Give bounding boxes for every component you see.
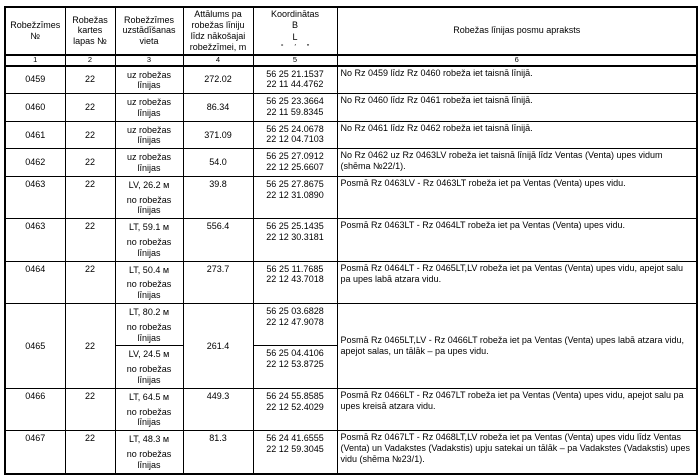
- cell-coordinates: [253, 176, 337, 218]
- column-number-row: [5, 55, 697, 66]
- cell-place: [115, 219, 183, 261]
- cell-description: No Rz 0461 līdz Rz 0462 robeža iet taisnā līnijā.: [337, 121, 697, 149]
- cell-distance: 81.3: [183, 431, 253, 474]
- place-line: uz robežas: [126, 152, 172, 163]
- place-line: LT, 50.4 м: [128, 264, 170, 275]
- cell-place: [115, 176, 183, 218]
- cell-description: Posmā Rz 0464LT - Rz 0465LT,LV robeža iet pa Ventas (Venta) upes vidu, apejot salu pa upes labā atzara vidu.: [337, 261, 697, 303]
- cell-description: Posmā Rz 0463LT - Rz 0464LT robeža iet pa Ventas (Venta) upes vidu.: [337, 219, 697, 261]
- cell-coordinates: [253, 149, 337, 177]
- coordinate-l: 22 11 44.4762: [266, 79, 324, 90]
- cell-mark-id: 0461: [5, 121, 65, 149]
- cell-map-sheet: 22: [65, 431, 115, 474]
- cell-mark-id: 0465: [5, 304, 65, 389]
- cell-distance: 86.34: [183, 94, 253, 122]
- cell-mark-id: 0462: [5, 149, 65, 177]
- place-line: no robežas: [126, 449, 172, 460]
- border-marks-table: [4, 6, 698, 475]
- cell-place: [115, 304, 183, 346]
- coordinate-b: 56 25 21.1537: [266, 68, 324, 79]
- cell-map-sheet: 22: [65, 94, 115, 122]
- cell-place: [115, 149, 183, 177]
- cell-distance: 371.09: [183, 121, 253, 149]
- place-line: līnijas: [137, 135, 161, 146]
- table-row: [5, 94, 697, 122]
- cell-description: No Rz 0460 līdz Rz 0461 robeža iet taisnā līnijā.: [337, 94, 697, 122]
- coordinate-b: 56 25 27.8675: [266, 178, 324, 189]
- cell-coordinates: [253, 94, 337, 122]
- coordinate-l: 22 12 59.3045: [266, 444, 324, 455]
- cell-mark-id: 0464: [5, 261, 65, 303]
- column-number: 6: [337, 55, 697, 66]
- cell-coordinates: [253, 346, 337, 388]
- cell-coordinates: [253, 66, 337, 94]
- place-line: no robežas: [126, 194, 172, 205]
- coordinate-b: 56 25 25.1435: [266, 221, 324, 232]
- place-line: no robežas: [126, 321, 172, 332]
- cell-mark-id: 0463: [5, 219, 65, 261]
- place-line: uz robežas: [126, 97, 172, 108]
- cell-coordinates: [253, 431, 337, 474]
- column-number: 2: [65, 55, 115, 66]
- cell-distance: 261.4: [183, 304, 253, 389]
- cell-map-sheet: 22: [65, 66, 115, 94]
- place-line: no robežas: [126, 364, 172, 375]
- coordinate-l: 22 12 30.3181: [266, 232, 324, 243]
- cell-coordinates: [253, 219, 337, 261]
- coordinate-b: 56 25 11.7685: [266, 263, 324, 274]
- table-row: [5, 304, 697, 346]
- place-line: līnijas: [137, 459, 161, 470]
- cell-place: [115, 346, 183, 388]
- place-line: līnijas: [137, 247, 161, 258]
- coordinate-b: 56 25 03.6828: [266, 306, 324, 317]
- col-header-coordinates: [253, 7, 337, 55]
- col-header-mark-no: Robežzīmes №: [5, 7, 65, 55]
- place-line: līnijas: [137, 107, 161, 118]
- cell-map-sheet: 22: [65, 261, 115, 303]
- column-number: 4: [183, 55, 253, 66]
- column-number: 1: [5, 55, 65, 66]
- coordinates-l-label: L: [292, 31, 298, 42]
- coordinate-b: 56 24 41.6555: [266, 433, 324, 444]
- place-line: līnijas: [137, 332, 161, 343]
- table-row: [5, 388, 697, 430]
- coordinate-b: 56 25 27.0912: [266, 151, 324, 162]
- col-header-description: Robežas līnijas posmu apraksts: [337, 7, 697, 55]
- cell-place: [115, 66, 183, 94]
- coordinate-l: 22 11 59.8345: [266, 106, 324, 117]
- coordinate-l: 22 12 25.6607: [266, 162, 324, 173]
- cell-description: Posmā Rz 0467LT - Rz 0468LT,LV robeža iet pa Ventas (Venta) upes vidu līdz Ventas (Venta) un Vadakstes (Vadakstis) upju satekai un tālāk – pa Vadakstes (Vadakstis) upes vidu (shēma №23/1).: [337, 431, 697, 474]
- place-line: LT, 80.2 м: [128, 307, 170, 318]
- place-line: LV, 24.5 м: [128, 349, 170, 360]
- cell-description: Posmā Rz 0465LT,LV - Rz 0466LT robeža iet pa Ventas (Venta) upes labā atzara vidu, apejot salas, un tālāk – pa upes vidu.: [337, 304, 697, 389]
- coordinates-b-label: B: [291, 20, 298, 31]
- cell-description: No Rz 0459 līdz Rz 0460 robeža iet taisnā līnijā.: [337, 66, 697, 94]
- table-row: [5, 261, 697, 303]
- place-line: līnijas: [137, 290, 161, 301]
- place-line: no robežas: [126, 406, 172, 417]
- coordinate-l: 22 12 52.4029: [266, 401, 324, 412]
- cell-coordinates: [253, 121, 337, 149]
- cell-mark-id: 0463: [5, 176, 65, 218]
- cell-mark-id: 0459: [5, 66, 65, 94]
- cell-distance: 273.7: [183, 261, 253, 303]
- coordinate-l: 22 12 47.9078: [266, 316, 324, 327]
- cell-distance: 556.4: [183, 219, 253, 261]
- cell-description: Posmā Rz 0463LV - Rz 0463LT robeža iet pa Ventas (Venta) upes vidu.: [337, 176, 697, 218]
- cell-place: [115, 261, 183, 303]
- cell-place: [115, 388, 183, 430]
- place-line: līnijas: [137, 375, 161, 386]
- coordinate-l: 22 12 04.7103: [266, 134, 324, 145]
- cell-mark-id: 0467: [5, 431, 65, 474]
- cell-map-sheet: 22: [65, 121, 115, 149]
- table-row: [5, 149, 697, 177]
- coordinates-title: Koordinātas: [270, 9, 320, 19]
- cell-coordinates: [253, 304, 337, 346]
- place-line: līnijas: [137, 205, 161, 216]
- coordinate-l: 22 12 43.7018: [266, 274, 324, 285]
- place-line: LV, 26.2 м: [128, 179, 170, 190]
- cell-description: No Rz 0462 uz Rz 0463LV robeža iet taisnā līnijā līdz Ventas (Venta) upes vidum (shēma №22/1).: [337, 149, 697, 177]
- place-line: līnijas: [137, 417, 161, 428]
- table-row: [5, 219, 697, 261]
- column-number: 5: [253, 55, 337, 66]
- place-line: LT, 59.1 м: [128, 222, 170, 233]
- cell-distance: 272.02: [183, 66, 253, 94]
- col-header-distance: Attālums pa robežas līniju līdz nākošajai robežzīmei, m: [183, 7, 253, 55]
- cell-place: [115, 121, 183, 149]
- cell-description: Posmā Rz 0466LT - Rz 0467LT robeža iet pa Ventas (Venta) upes vidu, apejot salu pa upes kreisā atzara vidu.: [337, 388, 697, 430]
- coordinate-b: 56 25 24.0678: [266, 123, 324, 134]
- cell-mark-id: 0466: [5, 388, 65, 430]
- cell-place: [115, 94, 183, 122]
- table-row: [5, 431, 697, 474]
- col-header-installation-place: Robežzīmes uzstādīšanas vieta: [115, 7, 183, 55]
- coordinate-b: 56 25 23.3664: [266, 96, 324, 107]
- table-row: [5, 176, 697, 218]
- cell-mark-id: 0460: [5, 94, 65, 122]
- cell-place: [115, 431, 183, 474]
- coordinate-l: 22 12 31.0890: [266, 189, 324, 200]
- place-line: LT, 48.3 м: [128, 434, 170, 445]
- col-header-map-sheet: Robežas kartes lapas №: [65, 7, 115, 55]
- cell-distance: 449.3: [183, 388, 253, 430]
- cell-map-sheet: 22: [65, 304, 115, 389]
- coordinate-b: 56 24 55.8585: [266, 390, 324, 401]
- place-line: LT, 64.5 м: [128, 391, 170, 402]
- place-line: līnijas: [137, 163, 161, 174]
- cell-map-sheet: 22: [65, 388, 115, 430]
- cell-distance: 54.0: [183, 149, 253, 177]
- place-line: uz robežas: [126, 69, 172, 80]
- header-row: [5, 7, 697, 55]
- cell-coordinates: [253, 388, 337, 430]
- column-number: 3: [115, 55, 183, 66]
- table-row: [5, 121, 697, 149]
- place-line: līnijas: [137, 80, 161, 91]
- cell-map-sheet: 22: [65, 149, 115, 177]
- place-line: uz robežas: [126, 124, 172, 135]
- cell-distance: 39.8: [183, 176, 253, 218]
- coordinate-l: 22 12 53.8725: [266, 359, 324, 370]
- place-line: no robežas: [126, 237, 172, 248]
- coordinate-b: 56 25 04.4106: [266, 348, 324, 359]
- cell-map-sheet: 22: [65, 176, 115, 218]
- coordinates-units-label: ° ′ ″: [280, 43, 310, 51]
- table-row: [5, 66, 697, 94]
- cell-map-sheet: 22: [65, 219, 115, 261]
- cell-coordinates: [253, 261, 337, 303]
- place-line: no robežas: [126, 279, 172, 290]
